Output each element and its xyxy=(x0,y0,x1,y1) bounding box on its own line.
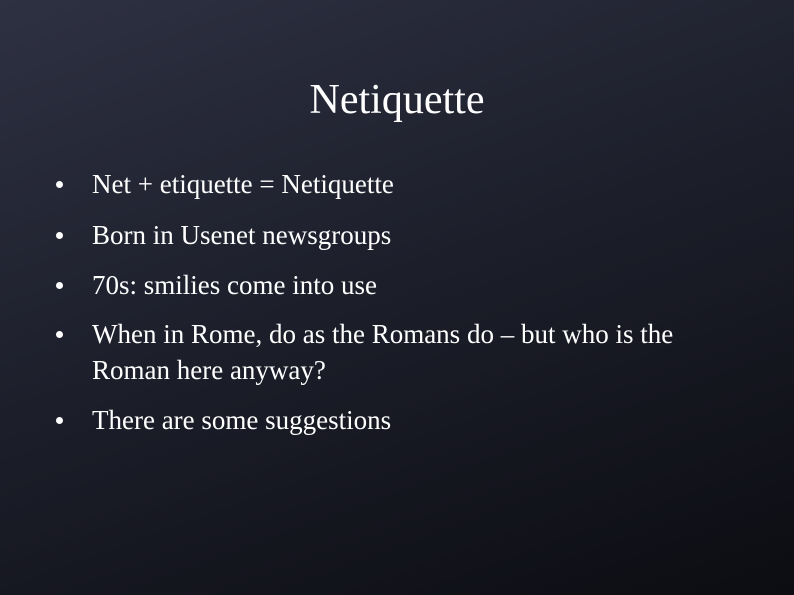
bullet-text: There are some suggestions xyxy=(92,405,392,435)
bullet-dot-icon xyxy=(56,181,63,188)
bullet-text: When in Rome, do as the Romans do – but who is the Roman here anyway? xyxy=(92,319,674,385)
bullet-dot-icon xyxy=(56,417,63,424)
bullet-dot-icon xyxy=(56,331,63,338)
bullet-dot-icon xyxy=(56,282,63,289)
bullet-dot-icon xyxy=(56,232,63,239)
bullet-text: Born in Usenet newsgroups xyxy=(92,220,392,250)
bullet-text: 70s: smilies come into use xyxy=(92,270,377,300)
bullet-text: Net + etiquette = Netiquette xyxy=(92,169,394,199)
slide-title: Netiquette xyxy=(309,77,485,123)
